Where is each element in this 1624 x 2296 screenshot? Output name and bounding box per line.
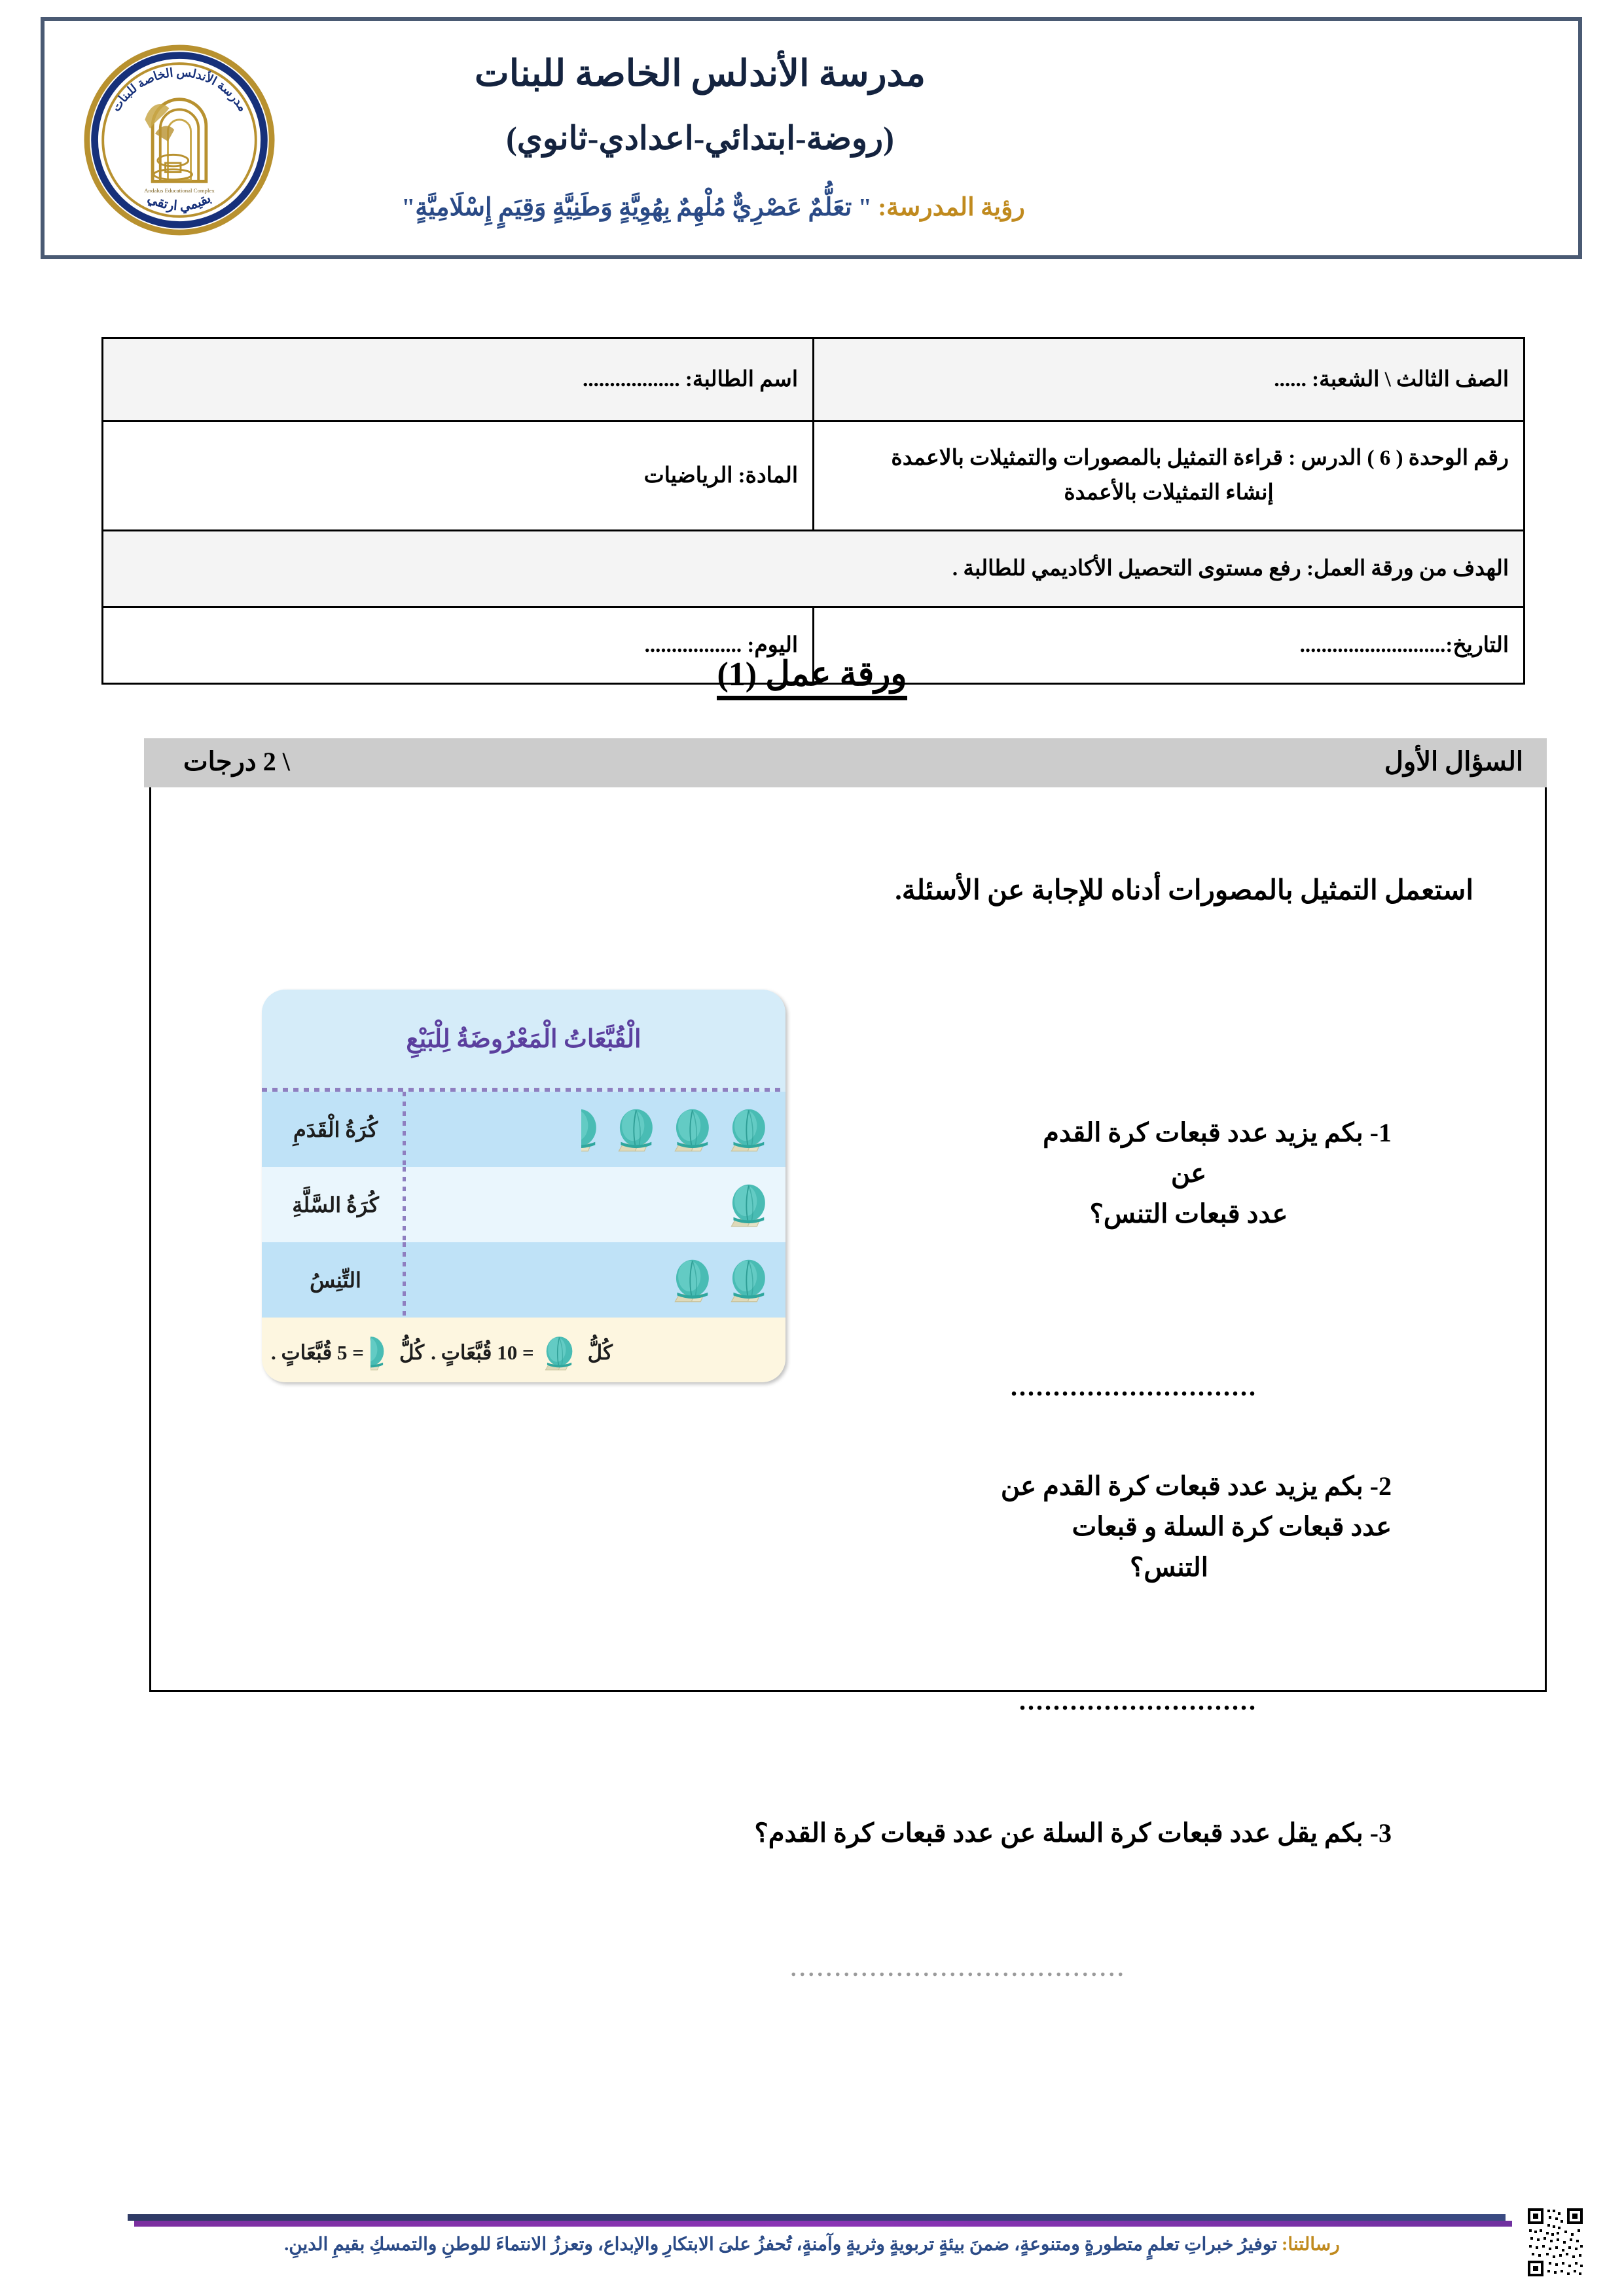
- cap-icon: [669, 1104, 720, 1155]
- pictograph-row: [262, 1242, 785, 1318]
- pictograph-label-tennis: التِّنِسُ: [310, 1268, 361, 1292]
- svg-text:مدرسة الأندلس الخاصة للبنات: مدرسة الأندلس الخاصة للبنات: [109, 65, 250, 114]
- pictograph-cells-basketball: [406, 1179, 785, 1230]
- goal-cell: الهدف من ورقة العمل: رفع مستوى التحصيل الأكاديمي للطالبة .: [103, 531, 1525, 607]
- legend-full-prefix: كُلُّ: [587, 1341, 613, 1364]
- legend-half-prefix: كُلُّ: [399, 1341, 425, 1364]
- pictograph-label-basketball: كُرَةُ السَّلَّةِ: [292, 1193, 379, 1217]
- answer-line-3[interactable]: ......................................: [791, 1957, 1127, 1981]
- unit-lesson-cell: [814, 422, 1525, 531]
- question-3-line1: 3- بكم يقل عدد قبعات كرة السلة عن عدد قبعات كرة القدم؟: [754, 1818, 1392, 1848]
- unit-lesson-line1: رقم الوحدة ( 6 ) الدرس : قراءة التمثيل بالمصورات والتمثيلات بالاعمدة: [891, 446, 1509, 471]
- unit-lesson-line2: إنشاء التمثيلات بالأعمدة: [1064, 481, 1274, 505]
- svg-text:بقيمي ارتقي: بقيمي ارتقي: [145, 190, 214, 214]
- school-stages: (روضة-ابتدائي-اعدادي-ثانوي): [506, 120, 894, 156]
- day-cell: اليوم: ..................: [103, 607, 814, 684]
- pictograph-row: [262, 1092, 785, 1167]
- question-2-line2: عدد قبعات كرة السلة و قبعات: [1072, 1512, 1392, 1541]
- legend-half-value: = 5 قُبَّعَاتٍ .: [271, 1341, 364, 1364]
- cap-icon: [725, 1255, 776, 1306]
- vision-label: رؤية المدرسة:: [878, 194, 1025, 221]
- question-1: [986, 1113, 1392, 1234]
- table-row: [103, 338, 1525, 422]
- pictograph-label-football: كُرَةُ الْقَدَمِ: [293, 1117, 378, 1141]
- pictograph-row: [262, 1167, 785, 1242]
- question-3: [456, 1813, 1392, 1854]
- pictograph-column-divider: [403, 1092, 406, 1167]
- class-cell: الصف الثالث \ الشعبة: ......: [814, 338, 1525, 422]
- pictograph-cells-tennis: [406, 1255, 785, 1306]
- table-row: [103, 531, 1525, 607]
- school-title: مدرسة الأندلس الخاصة للبنات: [475, 54, 926, 94]
- footer-divider-navy: [128, 2214, 1506, 2221]
- footer-mission: [0, 2233, 1624, 2255]
- school-logo: [84, 42, 275, 238]
- student-name-cell: اسم الطالبة: ..................: [103, 338, 814, 422]
- cap-half-icon: [370, 1333, 393, 1373]
- cap-icon: [613, 1104, 664, 1155]
- cap-icon: [669, 1255, 720, 1306]
- cap-icon: [725, 1179, 776, 1230]
- worksheet-title-text: ورقة عمل (1): [717, 656, 907, 700]
- question-1-line2: عن: [1170, 1158, 1207, 1188]
- pictograph-title: الْقُبَّعَاتُ الْمَعْرُوضَةُ لِلْبَيْعِ: [262, 990, 785, 1088]
- pictograph-column-divider: [403, 1242, 406, 1318]
- svg-text:Andalus Educational Complex: Andalus Educational Complex: [144, 187, 215, 194]
- pictograph-legend: [262, 1318, 785, 1382]
- mission-text: توفيرُ خبراتِ تعلمٍ متطورةٍ ومتنوعةٍ، ضمنَ بيئةٍ تربويةٍ وثريةٍ وآمنةٍ، تُحفزُ علىَ الابتكارِ والإبداع، وتعززُ الانتماءَ للوطنِ والتمسكِ بقيمِ الدينِ.: [284, 2234, 1277, 2255]
- student-info-table: [101, 337, 1525, 685]
- cap-half-icon: [581, 1104, 607, 1155]
- answer-line-1[interactable]: .............................: [1011, 1372, 1257, 1401]
- answer-line-2[interactable]: ............................: [1019, 1686, 1257, 1715]
- question-2: [947, 1466, 1392, 1588]
- pictograph-cells-football: [406, 1104, 785, 1155]
- footer-divider-purple: [134, 2221, 1512, 2227]
- worksheet-title: [0, 655, 1624, 694]
- cap-icon: [541, 1333, 581, 1373]
- pictograph-column-divider: [403, 1167, 406, 1242]
- question-marks-label: \ 2 درجات: [183, 747, 290, 776]
- subject-cell: المادة: الرياضيات: [103, 422, 814, 531]
- date-cell: التاريخ:...........................: [814, 607, 1525, 684]
- question-instruction: استعمل التمثيل بالمصورات أدناه للإجابة عن الأسئلة.: [895, 876, 1473, 906]
- question-1-line3: عدد قبعات التنس؟: [1089, 1199, 1288, 1229]
- legend-full-value: = 10 قُبَّعَاتٍ .: [431, 1341, 534, 1364]
- mission-label: رسالتنا:: [1281, 2234, 1340, 2255]
- question-number-label: السؤال الأول: [1384, 747, 1523, 776]
- table-row: [103, 422, 1525, 531]
- question-2-line3: التنس؟: [1130, 1552, 1208, 1582]
- question-2-line1: 2- بكم يزيد عدد قبعات كرة القدم عن: [1000, 1471, 1392, 1501]
- pictograph-chart: [262, 990, 785, 1382]
- page-header: [41, 17, 1582, 259]
- question-header-bar: [144, 738, 1547, 787]
- question-1-line1: 1- بكم يزيد عدد قبعات كرة القدم: [1043, 1118, 1392, 1147]
- cap-icon: [725, 1104, 776, 1155]
- qr-code-icon: [1525, 2206, 1585, 2279]
- vision-text: " تعَلُّمٌ عَصْرِيٌّ مُلْهِمٌ بِهُوِيَّةٍ وَطَنِيَّةٍ وَقِيَمٍ إِسْلَامِيَّةٍ": [401, 194, 872, 221]
